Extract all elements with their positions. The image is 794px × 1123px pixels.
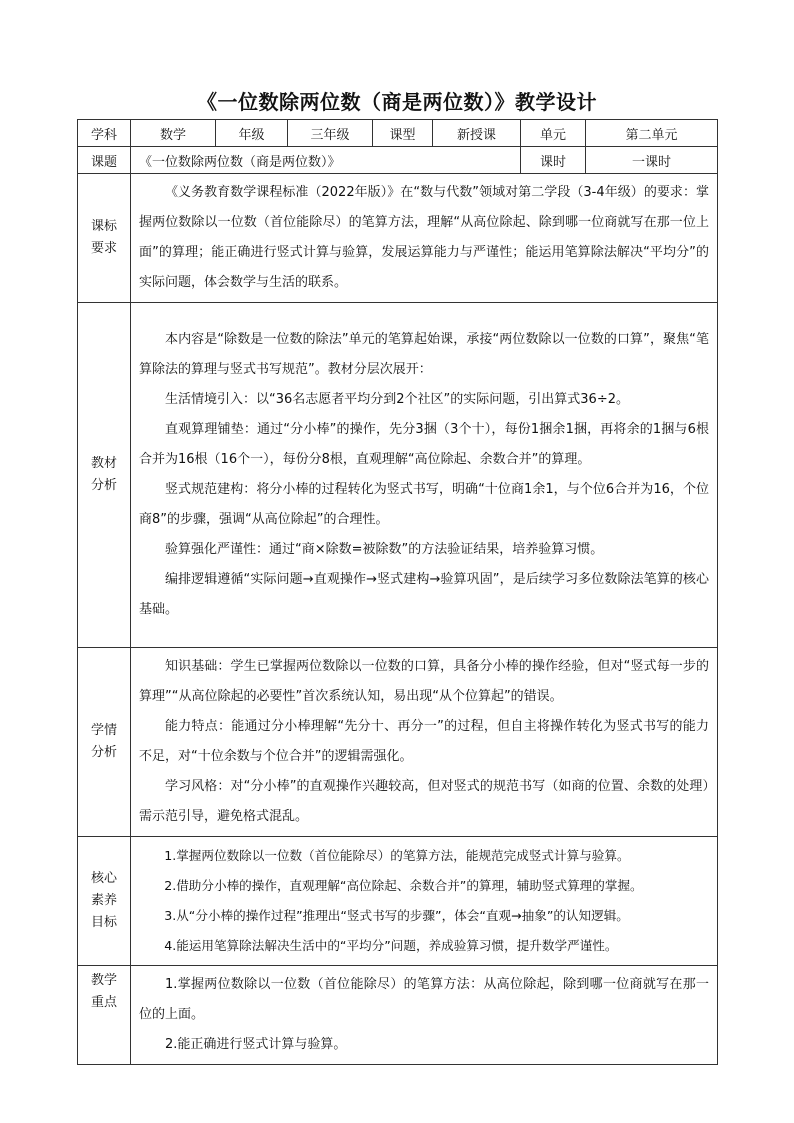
- material-paragraph: 验算强化严谨性：通过“商×除数=被除数”的方法验证结果，培养验算习惯。: [165, 542, 604, 557]
- type-label: 课型: [373, 120, 433, 147]
- material-row: [78, 303, 718, 648]
- material-label-line1: 教材: [90, 456, 117, 471]
- hours-label: 课时: [521, 147, 586, 174]
- key-points-content: [131, 966, 718, 1065]
- grade-label: 年级: [216, 120, 288, 147]
- standard-content: [131, 174, 718, 303]
- key-points-row: [78, 966, 718, 1065]
- material-paragraph: 编排逻辑遵循“实际问题→直观操作→竖式建构→验算巩固”，是后续学习多位数除法笔算的核心基础。: [139, 572, 709, 617]
- student-paragraph: 能力特点：能通过分小棒理解“先分十、再分一”的过程，但自主将操作转化为竖式书写的能力不足，对“十位余数与个位合并”的逻辑需强化。: [139, 719, 709, 764]
- goal-item: 2.借助分小棒的操作，直观理解“高位除起、余数合并”的算理，辅助竖式算理的掌握。: [164, 878, 643, 893]
- subject-label: 学科: [78, 120, 131, 147]
- student-label-line1: 学情: [90, 723, 117, 738]
- student-paragraph: 知识基础：学生已掌握两位数除以一位数的口算，具备分小棒的操作经验，但对“竖式每一步的算理”“从高位除起的必要性”首次系统认知，易出现“从个位算起”的错误。: [139, 659, 709, 704]
- material-paragraph: 生活情境引入：以“36名志愿者平均分到2个社区”的实际问题，引出算式36÷2。: [165, 392, 629, 407]
- key-point-item: 1.掌握两位数除以一位数（首位能除尽）的笔算方法：从高位除起，除到哪一位商就写在那一位的上面。: [139, 977, 709, 1022]
- material-paragraph: 本内容是“除数是一位数的除法”单元的笔算起始课，承接“两位数除以一位数的口算”，聚焦“笔算除法的算理与竖式书写规范”。教材分层次展开：: [139, 332, 709, 377]
- goal-item: 3.从“分小棒的操作过程”推理出“竖式书写的步骤”，体会“直观→抽象”的认知逻辑。: [164, 908, 629, 923]
- material-label: [78, 303, 131, 648]
- student-label-line2: 分析: [90, 745, 117, 760]
- material-label-line2: 分析: [90, 478, 117, 493]
- standard-row: [78, 174, 718, 303]
- grade-value: 三年级: [288, 120, 373, 147]
- goals-label-line1: 核心: [90, 871, 117, 886]
- goal-item: 1.掌握两位数除以一位数（首位能除尽）的笔算方法，能规范完成竖式计算与验算。: [164, 848, 630, 863]
- key-points-label-line1: 教学: [90, 973, 117, 988]
- hours-value: 一课时: [586, 147, 718, 174]
- goals-row: [78, 837, 718, 966]
- subject-value: 数学: [131, 120, 216, 147]
- material-paragraph: 直观算理铺垫：通过“分小棒”的操作，先分3捆（3个十），每份1捆余1捆，再将余的1捆与6根合并为16根（16个一），每份分8根，直观理解“高位除起、余数合并”的算理。: [139, 422, 709, 467]
- key-point-item: 2.能正确进行竖式计算与验算。: [165, 1037, 347, 1052]
- student-row: [78, 648, 718, 837]
- standard-label-line2: 要求: [90, 241, 117, 256]
- goals-label: [78, 837, 131, 966]
- type-value: 新授课: [433, 120, 521, 147]
- goals-label-line3: 目标: [90, 915, 117, 930]
- unit-label: 单元: [521, 120, 586, 147]
- topic-row: [78, 147, 718, 174]
- material-paragraph: 竖式规范建构：将分小棒的过程转化为竖式书写，明确“十位商1余1，与个位6合并为16，个位商8”的步骤，强调“从高位除起”的合理性。: [139, 482, 709, 527]
- goals-label-line2: 素养: [90, 893, 117, 908]
- page-title: 《一位数除两位数（商是两位数）》教学设计: [197, 90, 597, 114]
- student-content: [131, 648, 718, 837]
- topic-label: 课题: [78, 147, 131, 174]
- topic-value: 《一位数除两位数（商是两位数）》: [131, 147, 521, 174]
- material-content: [131, 303, 718, 648]
- student-label: [78, 648, 131, 837]
- standard-paragraph: 《义务教育数学课程标准（2022年版）》在“数与代数”领域对第二学段（3-4年级）的要求：掌握两位数除以一位数（首位能除尽）的笔算方法，理解“从高位除起、除到哪一位商就写在那一位上面”的算理；能正确进行竖式计算与验算，发展运算能力与严谨性；能运用笔算除法解决“平均分”的实际问题，体会数学与生活的联系。: [139, 185, 709, 290]
- key-points-label: [78, 966, 131, 1065]
- standard-label-line1: 课标: [90, 219, 117, 234]
- standard-label: [78, 174, 131, 303]
- lesson-plan-table: [77, 119, 718, 1065]
- goal-item: 4.能运用笔算除法解决生活中的“平均分”问题，养成验算习惯，提升数学严谨性。: [164, 938, 618, 953]
- key-points-label-line2: 重点: [90, 995, 117, 1010]
- student-paragraph: 学习风格：对“分小棒”的直观操作兴趣较高，但对竖式的规范书写（如商的位置、余数的处理）需示范引导，避免格式混乱。: [139, 779, 709, 824]
- goals-content: [131, 837, 718, 966]
- unit-value: 第二单元: [586, 120, 718, 147]
- header-row: [78, 120, 718, 147]
